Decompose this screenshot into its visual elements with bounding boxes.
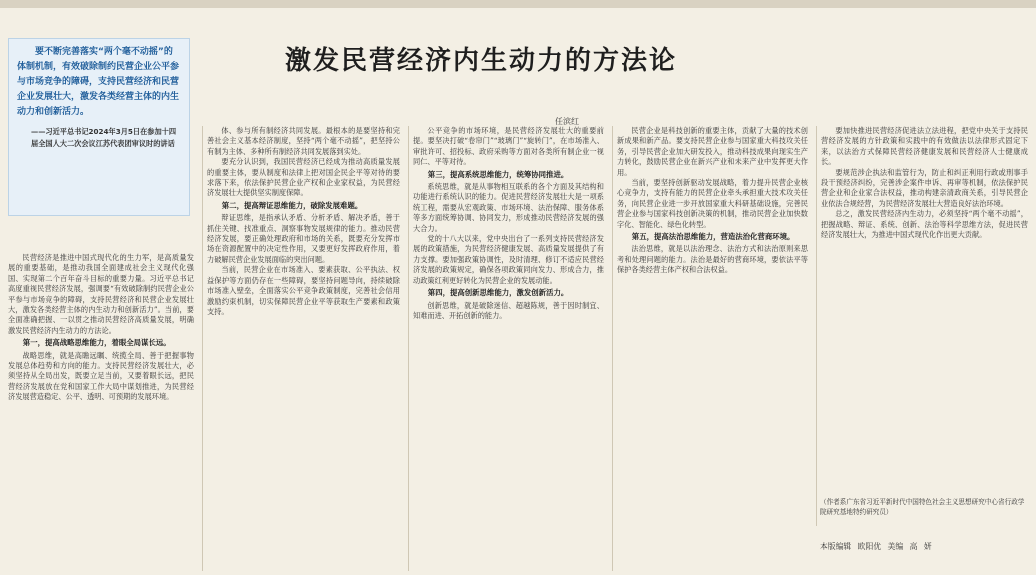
paragraph: 要规范涉企执法和监管行为，防止和纠正利用行政或刑事手段干预经济纠纷，完善涉企案件申诉、再审等机制，依法保护民营企业和企业家合法权益，推动构建亲清政商关系，引导民营企业依法合规经营，为民营经济发展壮大营造良好法治环境。 [821,167,1028,208]
paragraph: 法治思维，就是以法治理念、法治方式和法治原则来思考和处理问题的能力。法治是最好的营商环境，要依法平等保护各类经营主体产权和合法权益。 [617,244,808,275]
article-column-5 [816,126,1028,526]
editors-credit: 本版编辑 欧阳优 美编 高 妍 [820,542,932,551]
paragraph: 当前，要坚持创新驱动发展战略，着力提升民营企业核心竞争力，支持有能力的民营企业牵头承担重大技术攻关任务，向民营企业进一步开放国家重大科研基础设施，完善民营企业参与国家科技创新决策的机制，推动民营企业加快数字化、智能化、绿色化转型。 [617,178,808,229]
paragraph: 要加快推进民营经济促进法立法进程，把党中央关于支持民营经济发展的方针政策和实践中的有效做法以法律形式固定下来，以法治方式保障民营经济健康发展和民营经济人士健康成长。 [821,126,1028,167]
paragraph: 战略思维，就是高瞻远瞩、统揽全局、善于把握事物发展总体趋势和方向的能力。支持民营经济发展壮大，必须坚持从全局出发，既要立足当前，又要着眼长远，把民营经济发展放在党和国家工作大局中谋划推进，为民营经济发展营造稳定、公平、透明、可预期的发展环境。 [8,350,194,402]
article-headline: 激发民营经济内生动力的方法论 [285,46,678,76]
paragraph: 党的十八大以来，党中央出台了一系列支持民营经济发展的政策措施，为民营经济健康发展、高质量发展提供了有力支撑。要加强政策协调性，及时清理、修订不适应民营经济发展的政策规定，确保各项政策同向发力、形成合力，推动政策红利更好转化为民营企业的发展动能。 [413,234,604,285]
section-heading: 第一，提高战略思维能力，着眼全局谋长远。 [22,338,171,348]
paragraph: 民营企业是科技创新的重要主体，贡献了大量的技术创新成果和新产品。要支持民营企业参与国家重大科技攻关任务，引导民营企业加大研发投入，推动科技成果向现实生产力转化，鼓励民营企业在新兴产业和未来产业中发挥更大作用。 [617,126,808,177]
article-column-3 [408,126,604,571]
paragraph: 辩证思维，是指承认矛盾、分析矛盾、解决矛盾，善于抓住关键、找准重点、洞察事物发展规律的能力。推动民营经济发展，要正确处理政府和市场的关系，既要充分发挥市场在资源配置中的决定性作用，又要更好发挥政府作用，着力破解民营企业发展面临的突出问题。 [207,213,400,264]
section-heading: 第五，提高法治思维能力，营造法治化营商环境。 [631,232,795,242]
section-heading: 第四，提高创新思维能力，激发创新活力。 [427,288,569,298]
article-column-2 [202,126,400,571]
paragraph: 系统思维，就是从事物相互联系的各个方面及其结构和功能进行系统认识的能力。促进民营经济发展壮大是一项系统工程，需要从宏观政策、市场环境、法治保障、服务体系等多方面统筹协调、协同发力，形成推动民营经济发展的强大合力。 [413,182,604,233]
quote-text: 要不断完善落实“两个毫不动摇”的体制机制，有效破除制约民营企业公平参与市场竞争的障碍，支持民营经济和民营企业发展壮大，激发各类经营主体的内生动力和创新活力。 [17,47,180,117]
section-heading: 第二，提高辩证思维能力，破除发展难题。 [221,200,363,210]
paragraph: 当前，民营企业在市场准入、要素获取、公平执法、权益保护等方面仍存在一些障碍，要坚持问题导向，持续破除市场准入壁垒，全面落实公平竞争政策制度，完善社会信用激励约束机制，切实保障民营企业平等获取生产要素和政策支持。 [207,265,400,316]
paragraph: 要充分认识到，我国民营经济已经成为推动高质量发展的重要主体，要从制度和法律上把对国企民企平等对待的要求落下来，依法保护民营企业产权和企业家权益，为民营经济发展壮大提供坚实制度保障。 [207,157,400,198]
article-column-1 [8,253,194,571]
author-note: （作者系广东省习近平新时代中国特色社会主义思想研究中心省行政学院研究基地特约研究员） [820,498,1025,516]
section-heading: 第三，提高系统思维能力，统筹协同推进。 [427,169,569,179]
article-column-4 [612,126,808,571]
paragraph: 创新思维，就是破除迷信、超越陈规，善于因时制宜、知难而进、开拓创新的能力。 [413,300,604,320]
paragraph: 民营经济是推进中国式现代化的生力军，是高质量发展的重要基础，是推动我国全面建成社会主义现代化强国、实现第二个百年奋斗目标的重要力量。习近平总书记高度重视民营经济发展，强调要“有效破除制约民营企业公平参与市场竞争的障碍，支持民营经济和民营企业发展壮大，激发各类经营主体的内生动力和创新活力”。当前，要全面准确把握、一以贯之推动民营经济高质量发展，明确激发民营经济内生动力的方法论。 [8,253,194,335]
paragraph: 总之，激发民营经济内生动力，必须坚持“两个毫不动摇”，把握战略、辩证、系统、创新、法治等科学思维方法，促进民营经济发展壮大，为推进中国式现代化作出更大贡献。 [821,209,1028,240]
top-edge-bar [0,0,1036,8]
paragraph: 公平竞争的市场环境，是民营经济发展壮大的重要前提。要坚决打破“卷帘门”“玻璃门”“旋转门”，在市场准入、审批许可、招投标、政府采购等方面对各类所有制企业一视同仁、平等对待。 [413,126,604,167]
quote-box [8,38,190,216]
quote-source: ——习近平总书记2024年3月5日在参加十四届全国人大二次会议江苏代表团审议时的讲话 [31,127,177,148]
author-byline: 任滨红 [555,117,579,126]
paragraph: 体、参与所有制经济共同发展。最根本的是要坚持和完善社会主义基本经济制度，坚持“两个毫不动摇”，把坚持公有制为主体、多种所有制经济共同发展落到实处。 [207,126,400,156]
